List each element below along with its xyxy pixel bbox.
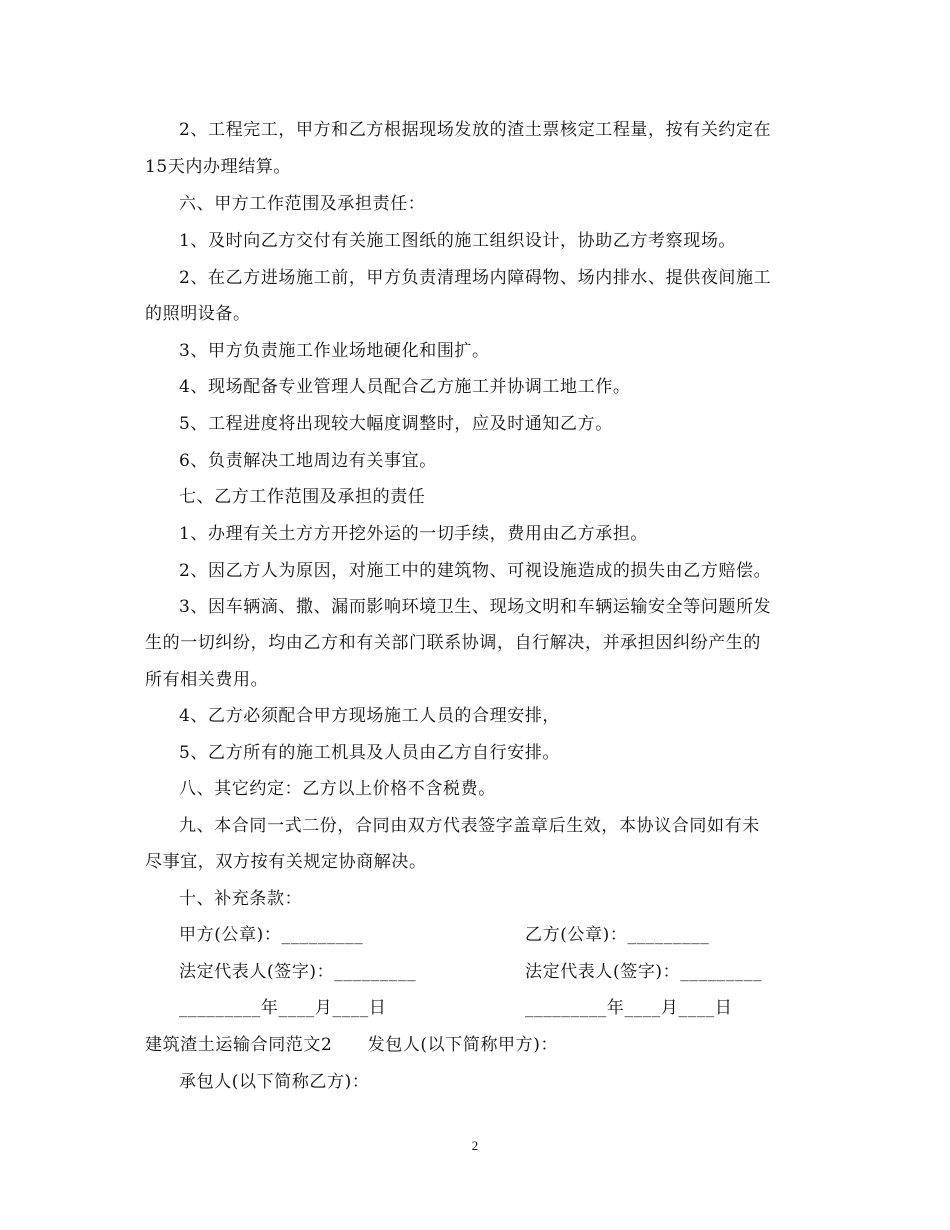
party-a-representative: 法定代表人(签字)：_________ [179, 962, 417, 982]
party-a-date: _________年____月____日 [179, 998, 387, 1018]
paragraph-line: 5、工程进度将出现较大幅度调整时，应及时通知乙方。 [179, 414, 613, 434]
paragraph-line: 的照明设备。 [145, 304, 251, 324]
paragraph-line: 6、负责解决工地周边有关事宜。 [179, 451, 437, 471]
paragraph-line: 1、及时向乙方交付有关施工图纸的施工组织设计，协助乙方考察现场。 [179, 231, 737, 251]
paragraph-line: 15天内办理结算。 [145, 157, 292, 177]
section-heading-8: 八、其它约定：乙方以上价格不含税费。 [179, 779, 496, 799]
paragraph-line: 5、乙方所有的施工机具及人员由乙方自行安排。 [179, 743, 561, 763]
party-b-representative: 法定代表人(签字)：_________ [525, 962, 763, 982]
paragraph-line: 2、工程完工，甲方和乙方根据现场发放的渣土票核定工程量，按有关约定在 [179, 120, 772, 140]
section-heading-6: 六、甲方工作范围及承担责任： [179, 194, 426, 214]
section-heading-10: 十、补充条款： [179, 889, 303, 909]
party-a-seal: 甲方(公章)：_________ [179, 925, 364, 945]
paragraph-line: 3、甲方负责施工作业场地硬化和围扩。 [179, 341, 490, 361]
page-number: 2 [471, 1138, 479, 1153]
paragraph-line: 生的一切纠纷，均由乙方和有关部门联系协调，自行解决，并承担因纠纷产生的 [145, 633, 761, 653]
paragraph-line: 2、在乙方进场施工前，甲方负责清理场内障碍物、场内排水、提供夜间施工 [179, 268, 772, 288]
party-b-seal: 乙方(公章)：_________ [525, 925, 710, 945]
paragraph-line: 4、现场配备专业管理人员配合乙方施工并协调工地工作。 [179, 377, 631, 397]
next-contract-title: 建筑渣土运输合同范文2 发包人(以下简称甲方)： [145, 1035, 559, 1055]
contractor-line: 承包人(以下简称乙方)： [179, 1072, 370, 1092]
party-b-date: _________年____月____日 [525, 998, 733, 1018]
paragraph-line: 1、办理有关土方方开挖外运的一切手续，费用由乙方承担。 [179, 524, 649, 544]
paragraph-line: 3、因车辆滴、撒、漏而影响环境卫生、现场文明和车辆运输安全等问题所发 [179, 597, 772, 617]
section-heading-7: 七、乙方工作范围及承担的责任 [179, 487, 426, 507]
paragraph-line: 尽事宜，双方按有关规定协商解决。 [145, 852, 427, 872]
section-heading-9: 九、本合同一式二份，合同由双方代表签字盖章后生效，本协议合同如有未 [179, 816, 760, 836]
paragraph-line: 所有相关费用。 [145, 670, 269, 690]
paragraph-line: 2、因乙方人为原因，对施工中的建筑物、可视设施造成的损失由乙方赔偿。 [179, 561, 772, 581]
paragraph-line: 4、乙方必须配合甲方现场施工人员的合理安排， [179, 706, 561, 726]
